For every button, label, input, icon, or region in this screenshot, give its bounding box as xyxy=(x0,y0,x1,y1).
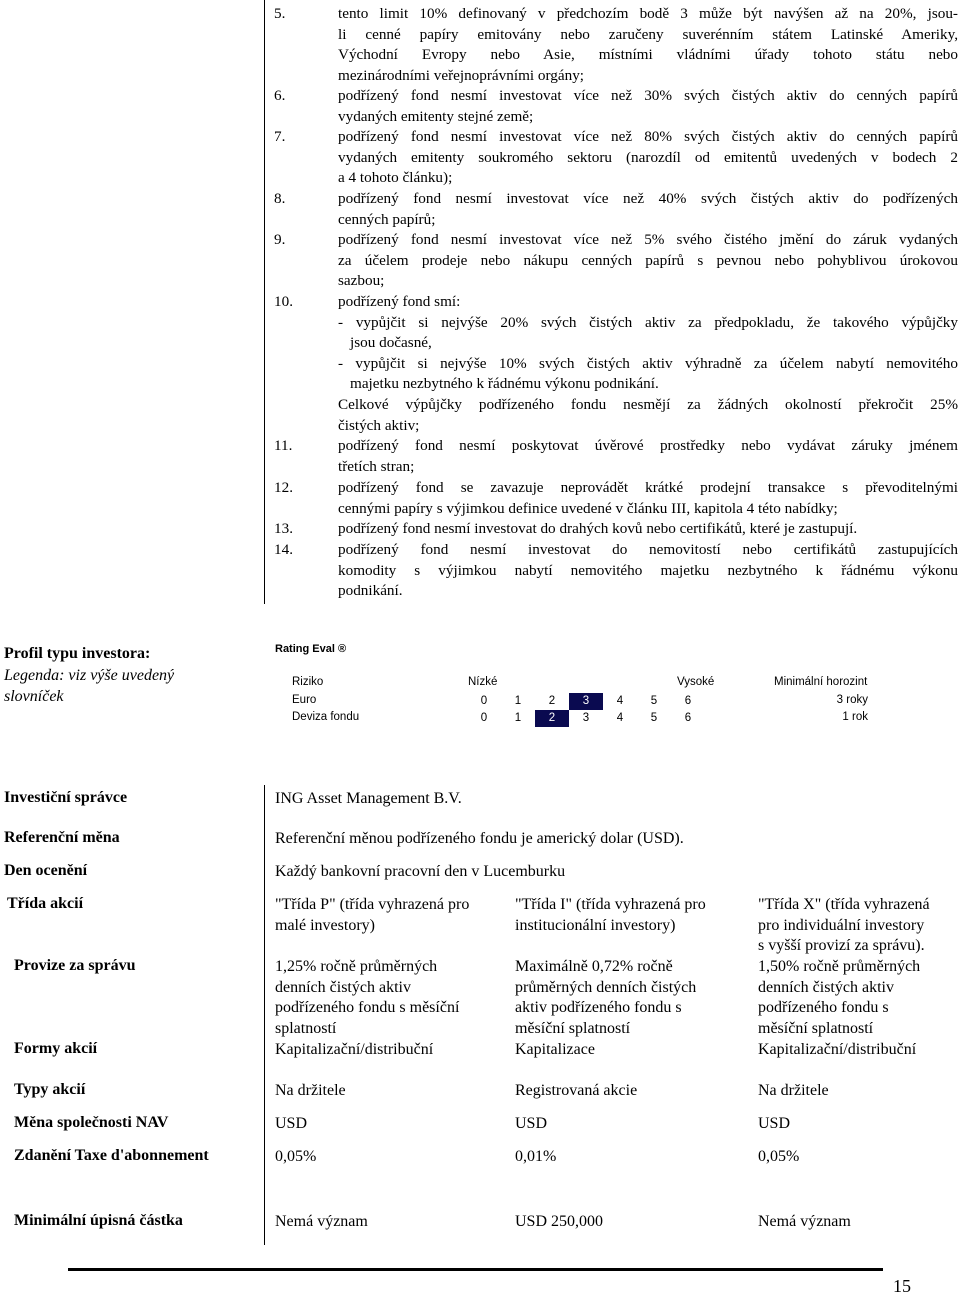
label-share-class: Třída akcií xyxy=(7,895,84,912)
share-class-value-line: s vyšší provizí za správu). xyxy=(758,937,925,955)
footer-rule xyxy=(68,1268,883,1271)
min-subscription-value: Nemá význam xyxy=(758,1213,851,1230)
fee-value-line: 1,25% ročně průměrných xyxy=(275,958,438,975)
value-manager: ING Asset Management B.V. xyxy=(275,790,462,807)
fee-value-line: aktiv podřízeného fondu s xyxy=(515,999,682,1017)
tax-value: 0,01% xyxy=(515,1148,557,1165)
share-class-value xyxy=(758,895,930,957)
rating-scale-cell: 6 xyxy=(684,712,692,724)
fee-value-line: 1,50% ročně průměrných xyxy=(758,958,921,975)
label-tax: Zdanění Taxe d'abonnement xyxy=(14,1147,209,1164)
min-subscription-value: USD 250,000 xyxy=(515,1213,604,1230)
label-manager: Investiční správce xyxy=(4,789,128,806)
share-class-value-line: institucionální investory) xyxy=(515,916,676,934)
list-item-number: 13. xyxy=(274,520,293,537)
list-item-line: - vypůjčit si nejvýše 20% svých čistých aktiv za předpokladu, že takového výpůjčky xyxy=(338,313,958,331)
label-valuation: Den ocenění xyxy=(4,862,88,879)
list-item-line: podřízený fond nesmí investovat více než 5% svého čistého jmění do záruk vydaných xyxy=(338,231,958,248)
form-value: Kapitalizace xyxy=(515,1041,595,1058)
list-item-line: vydaných emitenty soukromého sektoru (narozdíl od emitentů uvedených v bodech 2 xyxy=(338,148,958,166)
list-item-line: podřízený fond nesmí investovat více než 80% svých čistých aktiv do cenných papírů xyxy=(338,128,958,145)
list-item-line: cennými papíry s výjimkou definice uvedené v článku III, kapitola 4 této nabídky; xyxy=(338,499,838,517)
list-item-number: 14. xyxy=(274,541,293,558)
rating-scale-cell: 4 xyxy=(616,695,624,707)
label-form: Formy akcií xyxy=(14,1040,98,1057)
fee-value-line: denních čistých aktiv xyxy=(758,978,894,996)
fee-value-line: denních čistých aktiv xyxy=(275,978,411,996)
list-item-line: komodity s výjimkou nabytí nemovitého majetku nezbytného k řádnému výkonu xyxy=(338,561,958,579)
list-item-line: jsou dočasné, xyxy=(350,334,432,352)
list-item-number: 10. xyxy=(274,293,293,310)
fee-value-line: měsíční splatností xyxy=(758,1019,874,1037)
list-item-line: čistých aktiv; xyxy=(338,416,420,434)
list-item-line: podřízený fond smí: xyxy=(338,293,461,310)
list-item-line: tento limit 10% definovaný v předchozím bodě 3 může být navýšen až na 20%, jsou- xyxy=(338,5,958,22)
value-currency: Referenční měnou podřízeného fondu je americký dolar (USD). xyxy=(275,830,684,847)
list-item-line: podřízený fond nesmí investovat více než 40% svých čistých aktiv do podřízených xyxy=(338,190,958,207)
fee-value-line: průměrných denních čistých xyxy=(515,978,697,996)
list-item-number: 12. xyxy=(274,479,293,496)
list-item-number: 8. xyxy=(274,190,286,207)
profile-legend-line: Legenda: viz výše uvedený xyxy=(4,667,175,684)
label-fee: Provize za správu xyxy=(14,957,136,974)
label-min-subscription: Minimální úpisná částka xyxy=(14,1212,183,1229)
rating-scale-cell: 4 xyxy=(616,712,624,724)
rating-scale-cell: 3 xyxy=(582,712,590,724)
rating-scale-cell: 0 xyxy=(480,712,488,724)
rating-col-riziko: Riziko xyxy=(292,676,324,688)
share-class-value-line: "Třída I" (třída vyhrazená pro xyxy=(515,896,706,913)
rating-scale-cell: 6 xyxy=(684,695,692,707)
fee-value xyxy=(515,957,696,1039)
rating-header: Rating Eval ® xyxy=(275,643,347,655)
list-item-line: li cenné papíry emitovány nebo zaručeny suverénním státem Latinské Ameriky, xyxy=(338,25,958,43)
list-item-line: Celkové výpůjčky podřízeného fondu nesmějí za žádných okolností překročit 25% xyxy=(338,395,958,413)
rating-horizon: 1 rok xyxy=(842,711,868,723)
list-item-line: majetku nezbytného k řádnému výkonu podnikání. xyxy=(350,375,659,393)
list-item-line: podřízený fond nesmí investovat do nemovitostí nebo certifikátů zastupujících xyxy=(338,541,958,558)
rating-scale-cell: 2 xyxy=(535,710,569,727)
list-item-line: podřízený fond se zavazuje neprovádět krátké prodejní transakce s převoditelnými xyxy=(338,479,958,496)
list-item-number: 9. xyxy=(274,231,286,248)
list-item-line: Východní Evropy nebo Asie, místními vládními úřady tohoto státu nebo xyxy=(338,46,958,64)
list-item-line: vydaných emitenty stejné země; xyxy=(338,107,534,125)
fee-value xyxy=(275,957,459,1039)
rating-scale-cell: 2 xyxy=(548,695,556,707)
rating-scale-cell: 5 xyxy=(650,695,658,707)
list-item-number: 5. xyxy=(274,5,286,22)
form-value: Kapitalizační/distribuční xyxy=(758,1041,917,1058)
profile-legend-line: slovníček xyxy=(4,688,64,705)
list-item-line: podřízený fond nesmí investovat do drahých kovů nebo certifikátů, které je zastupují. xyxy=(338,520,858,537)
rating-scale-cell: 5 xyxy=(650,712,658,724)
tax-value: 0,05% xyxy=(275,1148,317,1165)
value-valuation: Každý bankovní pracovní den v Lucemburku xyxy=(275,863,566,880)
list-item-line: a 4 tohoto článku); xyxy=(338,169,453,187)
nav-value: USD xyxy=(758,1115,791,1132)
list-item-line: za účelem prodeje nebo nákupu cenných papírů s pevnou nebo pohyblivou úrokovou xyxy=(338,251,958,269)
page-number: 15 xyxy=(893,1276,911,1296)
rating-scale-cell: 0 xyxy=(480,695,488,707)
list-item-line: podřízený fond nesmí poskytovat úvěrové prostředky nebo vydávat záruky jménem xyxy=(338,437,958,454)
fee-value-line: podřízeného fondu s měsíční xyxy=(275,999,460,1017)
share-class-value-line: "Třída P" (třída vyhrazená pro xyxy=(275,896,470,913)
rating-scale-cell: 1 xyxy=(514,712,522,724)
share-class-value xyxy=(275,895,469,936)
rating-col-low: Nízké xyxy=(468,676,498,688)
label-type: Typy akcií xyxy=(14,1081,86,1098)
rating-row-name: Euro xyxy=(292,694,317,706)
divider-top xyxy=(264,0,265,604)
list-item-number: 6. xyxy=(274,87,286,104)
type-value: Na držitele xyxy=(275,1082,346,1099)
type-value: Na držitele xyxy=(758,1082,829,1099)
form-value: Kapitalizační/distribuční xyxy=(275,1041,434,1058)
rating-col-high: Vysoké xyxy=(677,676,715,688)
share-class-value xyxy=(515,895,706,936)
list-item-line: sazbou; xyxy=(338,272,385,290)
share-class-value-line: malé investory) xyxy=(275,916,375,934)
list-item-line: - vypůjčit si nejvýše 10% svých čistých aktiv výhradně za účelem nabytí nemovitého xyxy=(338,354,958,372)
label-nav: Měna společnosti NAV xyxy=(14,1114,169,1131)
profile-legend xyxy=(4,665,174,707)
profile-title: Profil typu investora: xyxy=(4,645,151,662)
share-class-value-line: pro individuální investory xyxy=(758,916,925,934)
rating-row-name: Deviza fondu xyxy=(292,711,360,723)
label-currency: Referenční měna xyxy=(4,829,120,846)
divider-bottom xyxy=(264,785,265,1245)
list-item-number: 7. xyxy=(274,128,286,145)
fee-value-line: splatností xyxy=(275,1019,337,1037)
list-item-line: podřízený fond nesmí investovat více než 30% svých čistých aktiv do cenných papírů xyxy=(338,87,958,104)
list-item-line: třetích stran; xyxy=(338,457,415,475)
list-item-line: mezinárodními veřejnoprávními orgány; xyxy=(338,66,585,84)
rating-scale-cell: 3 xyxy=(569,693,603,710)
fee-value-line: měsíční splatností xyxy=(515,1019,631,1037)
fee-value xyxy=(758,957,920,1039)
rating-horizon: 3 roky xyxy=(836,694,868,706)
rating-col-horizon: Minimální horozint xyxy=(774,676,868,688)
type-value: Registrovaná akcie xyxy=(515,1082,638,1099)
rating-scale-cell: 1 xyxy=(514,695,522,707)
min-subscription-value: Nemá význam xyxy=(275,1213,368,1230)
share-class-value-line: "Třída X" (třída vyhrazená xyxy=(758,896,930,913)
list-item-line: cenných papírů; xyxy=(338,210,436,228)
nav-value: USD xyxy=(515,1115,548,1132)
fee-value-line: Maximálně 0,72% ročně xyxy=(515,958,673,975)
tax-value: 0,05% xyxy=(758,1148,800,1165)
list-item-line: podnikání. xyxy=(338,582,403,600)
fee-value-line: podřízeného fondu s xyxy=(758,999,889,1017)
list-item-number: 11. xyxy=(274,437,293,454)
nav-value: USD xyxy=(275,1115,308,1132)
